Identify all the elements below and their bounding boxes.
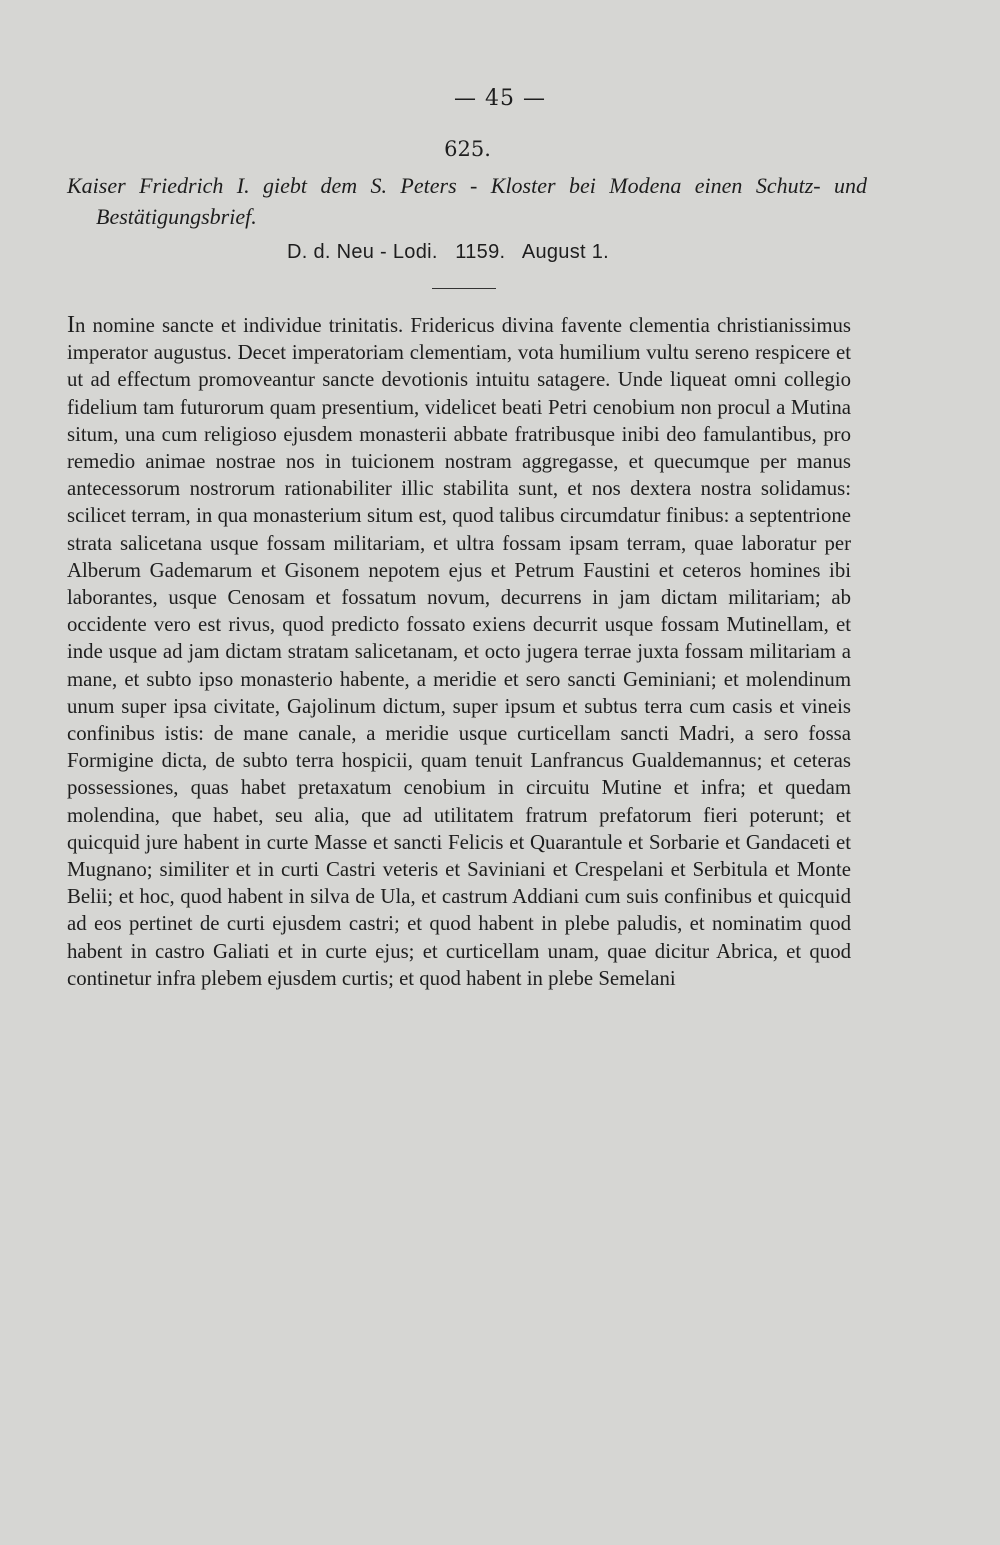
dateline: D. d. Neu - Lodi. 1159. August 1. <box>287 241 610 263</box>
charter-text: n nomine sancte et individue trinitatis. Fridericus divina favente clementia christianissimus imperator augustus. Decet imperatoriam clementiam, vota humilium vultu sereno respicere et ut ad effectum promoveantur sancte devotionis intuitu satagere. Unde liqueat omni collegio fidelium tam futurorum quam presentium, videlicet beati Petri cenobium non procul a Mutina situm, una cum religioso ejusdem monasterii abbate fratribusque inibi deo famulantibus, pro remedio animae nostrae nos in tuicionem nostram aggregasse, et quecumque per manus antecessorum nostrorum rationabiliter illic stabilita sunt, et nos dextera nostra solidamus: scilicet terram, in qua monasterium situm est, quod talibus circumdatur finibus: a septentrione strata salicetana usque fossam militariam, et ultra fossam ipsam terram, quae laboratur per Alberum Gademarum et Gisonem nepotem ejus et Petrum Faustini et ceteros homines ibi laborantes, usque Cenosam et fossatum novum, decurrens in jam dictam militariam; ab occidente vero est rivus, quod predicto fossato exiens decurrit usque fossam Mutinellam, et inde usque ad jam dictam stratam salicetanam, et octo jugera terrae juxta fossam militariam a mane, et subto ipso monasterio habente, a meridie et sero sancti Geminiani; et molendinum unum super ipsa civitate, Gajolinum dictum, super ipsum et subtus terra cum casis et vineis confinibus istis: de mane canale, a meridie usque curticellam sancti Madri, a sero fossa Formigine dicta, de subto terra hospicii, quam tenuit Lanfrancus Gualdemannus; et ceteras possessiones, quas habet pretaxatum cenobium in circuitu Mutine et infra; et quedam molendina, que habet, seu alia, que ad utilitatem fratrum prefatorum fieri poterunt; et quicquid jure habent in curte Masse et sancti Felicis et Quarantule et Sorbarie et Gandaceti et Mugnano; similiter et in curti Castri veteris et Saviniani et Crespelani et Serbitula et Monte Belii; et hoc, quod habent in silva de Ula, et castrum Addiani cum suis confinibus et quicquid ad eos pertinet de curti ejusdem castri; et quod habent in plebe paludis, et nominatim quod habent in castro Galiati et in curte ejus; et curticellam unam, quae dicitur Abrica, et quod continetur infra plebem ejusdem curtis; et quod habent in plebe Semelani <box>67 314 851 990</box>
document-heading: Kaiser Friedrich I. giebt dem S. Peters - Kloster bei Modena einen Schutz- und <box>67 173 867 198</box>
initial-letter: I <box>67 312 75 338</box>
page-number: — 45 — <box>454 86 546 111</box>
separator-rule <box>432 288 496 289</box>
document-heading-continuation: Bestätigungsbrief. <box>96 204 257 229</box>
document-number: 625. <box>444 137 491 161</box>
charter-body-text <box>67 312 851 992</box>
